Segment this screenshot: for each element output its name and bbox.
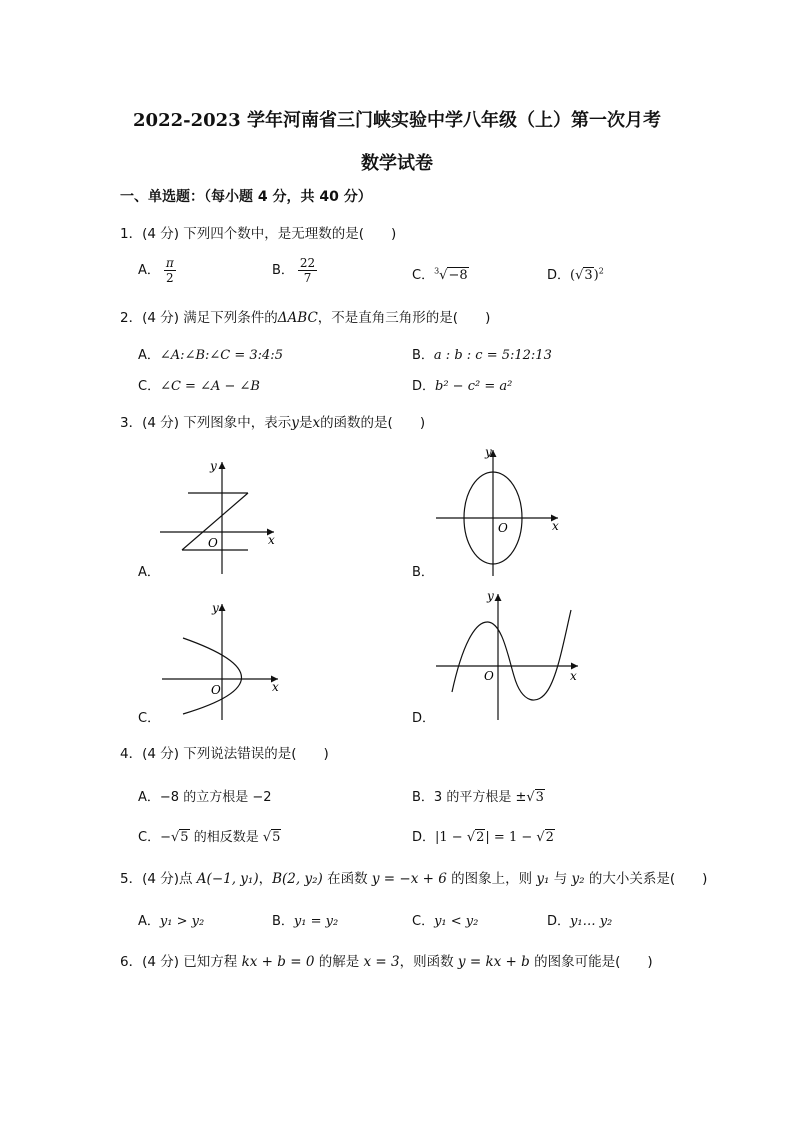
q3-option-b-label: B． (412, 565, 434, 580)
y-axis-label: y (212, 601, 219, 615)
q2-option-d-text: b² − c² = a² (435, 379, 513, 394)
x-axis-label: x (272, 680, 279, 694)
q1-a-denominator: 2 (166, 271, 174, 285)
q5-option-c-label: C． (412, 914, 435, 929)
q2-option-c (138, 375, 260, 394)
page-title: 2022-2023 学年河南省三门峡实验中学八年级（上）第一次月考 (133, 110, 661, 131)
q4-option-a-text: −8 的立方根是 −2 (159, 790, 272, 805)
q5-function: y = −x + 6 (371, 871, 447, 887)
q4-option-d: D．|1 − √2| = 1 − √2 (412, 830, 554, 845)
q5-option-b-text: y₁ = y₂ (293, 914, 339, 929)
q4-c-radicand-2: 5 (272, 830, 281, 845)
q5-point-b: B(2, y₂) (272, 871, 323, 887)
q2-option-d-label: D． (412, 379, 436, 394)
q4-option-a-label: A． (138, 790, 160, 805)
q4-option-a (138, 786, 272, 805)
q4-c-minus: − (160, 830, 171, 845)
q1-a-numerator: π (165, 256, 174, 270)
q2-stem-pre: 2．(4 分) 满足下列条件的 (120, 310, 278, 326)
q3-stem-x: x (312, 415, 321, 431)
q1-c-root-index: 3 (434, 266, 440, 276)
q6-stem-post: 的图象可能是( ) (529, 954, 653, 970)
origin-label: O (484, 669, 494, 683)
q5-stem-pre: 5．(4 分)点 (120, 871, 197, 887)
q1-d-exponent: 2 (598, 266, 604, 276)
q4-b-radicand: 3 (535, 790, 544, 805)
q1-option-b (272, 256, 317, 285)
q1-c-radicand: −8 (448, 268, 468, 283)
q1-d-open-paren: ( (570, 268, 576, 283)
q5-stem-mid: 在函数 (322, 871, 372, 887)
q5-option-c-text: y₁ < y₂ (434, 914, 479, 929)
question-2-stem (120, 306, 490, 326)
q4-c-radicand-1: 5 (180, 830, 189, 845)
q3-option-a-label: A． (138, 565, 160, 580)
x-axis-label: x (552, 519, 559, 533)
q6-function: y = kx + b (457, 954, 530, 970)
q5-y2: y₂ (571, 871, 585, 887)
origin-label: O (211, 683, 221, 697)
q1-option-c: C．$^3$√−8 (412, 266, 468, 283)
q1-d-radicand: 3 (584, 268, 593, 283)
q5-option-d (547, 910, 612, 929)
q1-option-b-fraction (298, 256, 317, 285)
q6-stem-pre: 6．(4 分) 已知方程 (120, 954, 242, 970)
question-1-stem: 1．(4 分) 下列四个数中，是无理数的是( ) (120, 226, 397, 242)
q1-option-d-label: D． (547, 268, 571, 283)
q5-option-d-label: D． (547, 914, 571, 929)
question-5-stem (120, 867, 707, 887)
q3-graph-c (150, 596, 290, 726)
q5-option-b (272, 910, 338, 929)
q2-stem-triangle: ΔABC (277, 310, 318, 326)
q2-option-b-label: B． (412, 348, 434, 363)
q2-stem-post: ，不是直角三角形的是( ) (317, 310, 491, 326)
x-axis-label: x (268, 533, 275, 547)
y-axis-label: y (485, 445, 492, 459)
q5-option-a-text: y₁ > y₂ (159, 914, 205, 929)
q3-option-c-label: C． (138, 711, 161, 726)
q1-option-c-label: C． (412, 268, 435, 283)
q6-stem-mid: 的解是 (314, 954, 364, 970)
q3-option-d-label: D． (412, 711, 436, 726)
y-axis-label: y (487, 589, 494, 603)
q4-d-mid: | = 1 − (485, 830, 537, 845)
q2-option-c-label: C． (138, 379, 161, 394)
q3-stem-y: y (291, 415, 299, 431)
q4-option-b-text: 3 的平方根是 ± (433, 790, 527, 805)
q1-option-a (138, 256, 176, 285)
q1-option-d: D．$(√3)^2$ (547, 266, 604, 283)
q1-option-a-fraction (164, 256, 176, 285)
question-4-stem: 4．(4 分) 下列说法错误的是( ) (120, 746, 329, 762)
q1-option-b-label: B． (272, 263, 294, 278)
y-axis-label: y (210, 459, 217, 473)
q4-option-b-label: B． (412, 790, 434, 805)
q5-with: 与 (549, 871, 572, 887)
q5-option-b-label: B． (272, 914, 294, 929)
q3-stem-pre: 3．(4 分) 下列图象中，表示 (120, 415, 292, 431)
q5-sep: ， (258, 871, 273, 887)
q1-b-numerator: 22 (299, 256, 316, 270)
q6-equation: kx + b = 0 (241, 954, 315, 970)
origin-label: O (498, 521, 508, 535)
q6-solution: x = 3 (363, 954, 400, 970)
q4-option-d-label: D． (412, 830, 436, 845)
q2-option-b-text: a : b : c = 5:12:13 (433, 348, 552, 363)
q1-option-a-label: A． (138, 263, 160, 278)
q5-stem-mid2: 的图象上，则 (446, 871, 537, 887)
q2-option-a-text: ∠A:∠B:∠C = 3:4:5 (159, 348, 283, 363)
q5-option-d-text: y₁… y₂ (570, 914, 613, 929)
q2-option-a (138, 344, 283, 363)
q2-option-c-text: ∠C = ∠A − ∠B (160, 379, 260, 394)
q4-option-c: C．−√5 的相反数是 √5 (138, 830, 281, 845)
q3-graph-d (430, 586, 580, 726)
page-subtitle: 数学试卷 (361, 153, 433, 174)
q3-graph-b (430, 440, 570, 580)
q4-c-mid-text: 的相反数是 (189, 830, 263, 845)
q4-d-pre: |1 − (435, 830, 467, 845)
q3-stem-mid: 是 (298, 415, 313, 431)
question-3-stem (120, 411, 425, 431)
q4-option-b: B．3 的平方根是 ±√3 (412, 790, 544, 805)
question-6-stem (120, 950, 653, 970)
q3-stem-post: 的函数的是( ) (320, 415, 426, 431)
q2-option-a-label: A． (138, 348, 160, 363)
q4-option-c-label: C． (138, 830, 161, 845)
x-axis-label: x (570, 669, 577, 683)
cubic-curve (452, 610, 571, 700)
q5-option-c (412, 910, 478, 929)
origin-label: O (208, 536, 218, 550)
q3-graph-a (150, 450, 290, 580)
q5-y1: y₁ (536, 871, 550, 887)
parabola-curve (183, 638, 242, 714)
q4-d-radicand-2: 2 (545, 830, 554, 845)
q6-stem-mid2: ，则函数 (399, 954, 458, 970)
q5-stem-post: 的大小关系是( ) (584, 871, 708, 887)
q5-option-a (138, 910, 204, 929)
q2-option-d (412, 375, 512, 394)
q1-d-close-paren: ) (593, 268, 599, 283)
q5-point-a: A(−1, y₁) (196, 871, 259, 887)
q5-option-a-label: A． (138, 914, 160, 929)
q1-b-denominator: 7 (303, 271, 312, 285)
q4-d-radicand-1: 2 (476, 830, 485, 845)
section-heading: 一、单选题：（每小题 4 分，共 40 分） (120, 189, 372, 205)
q2-option-b (412, 344, 552, 363)
